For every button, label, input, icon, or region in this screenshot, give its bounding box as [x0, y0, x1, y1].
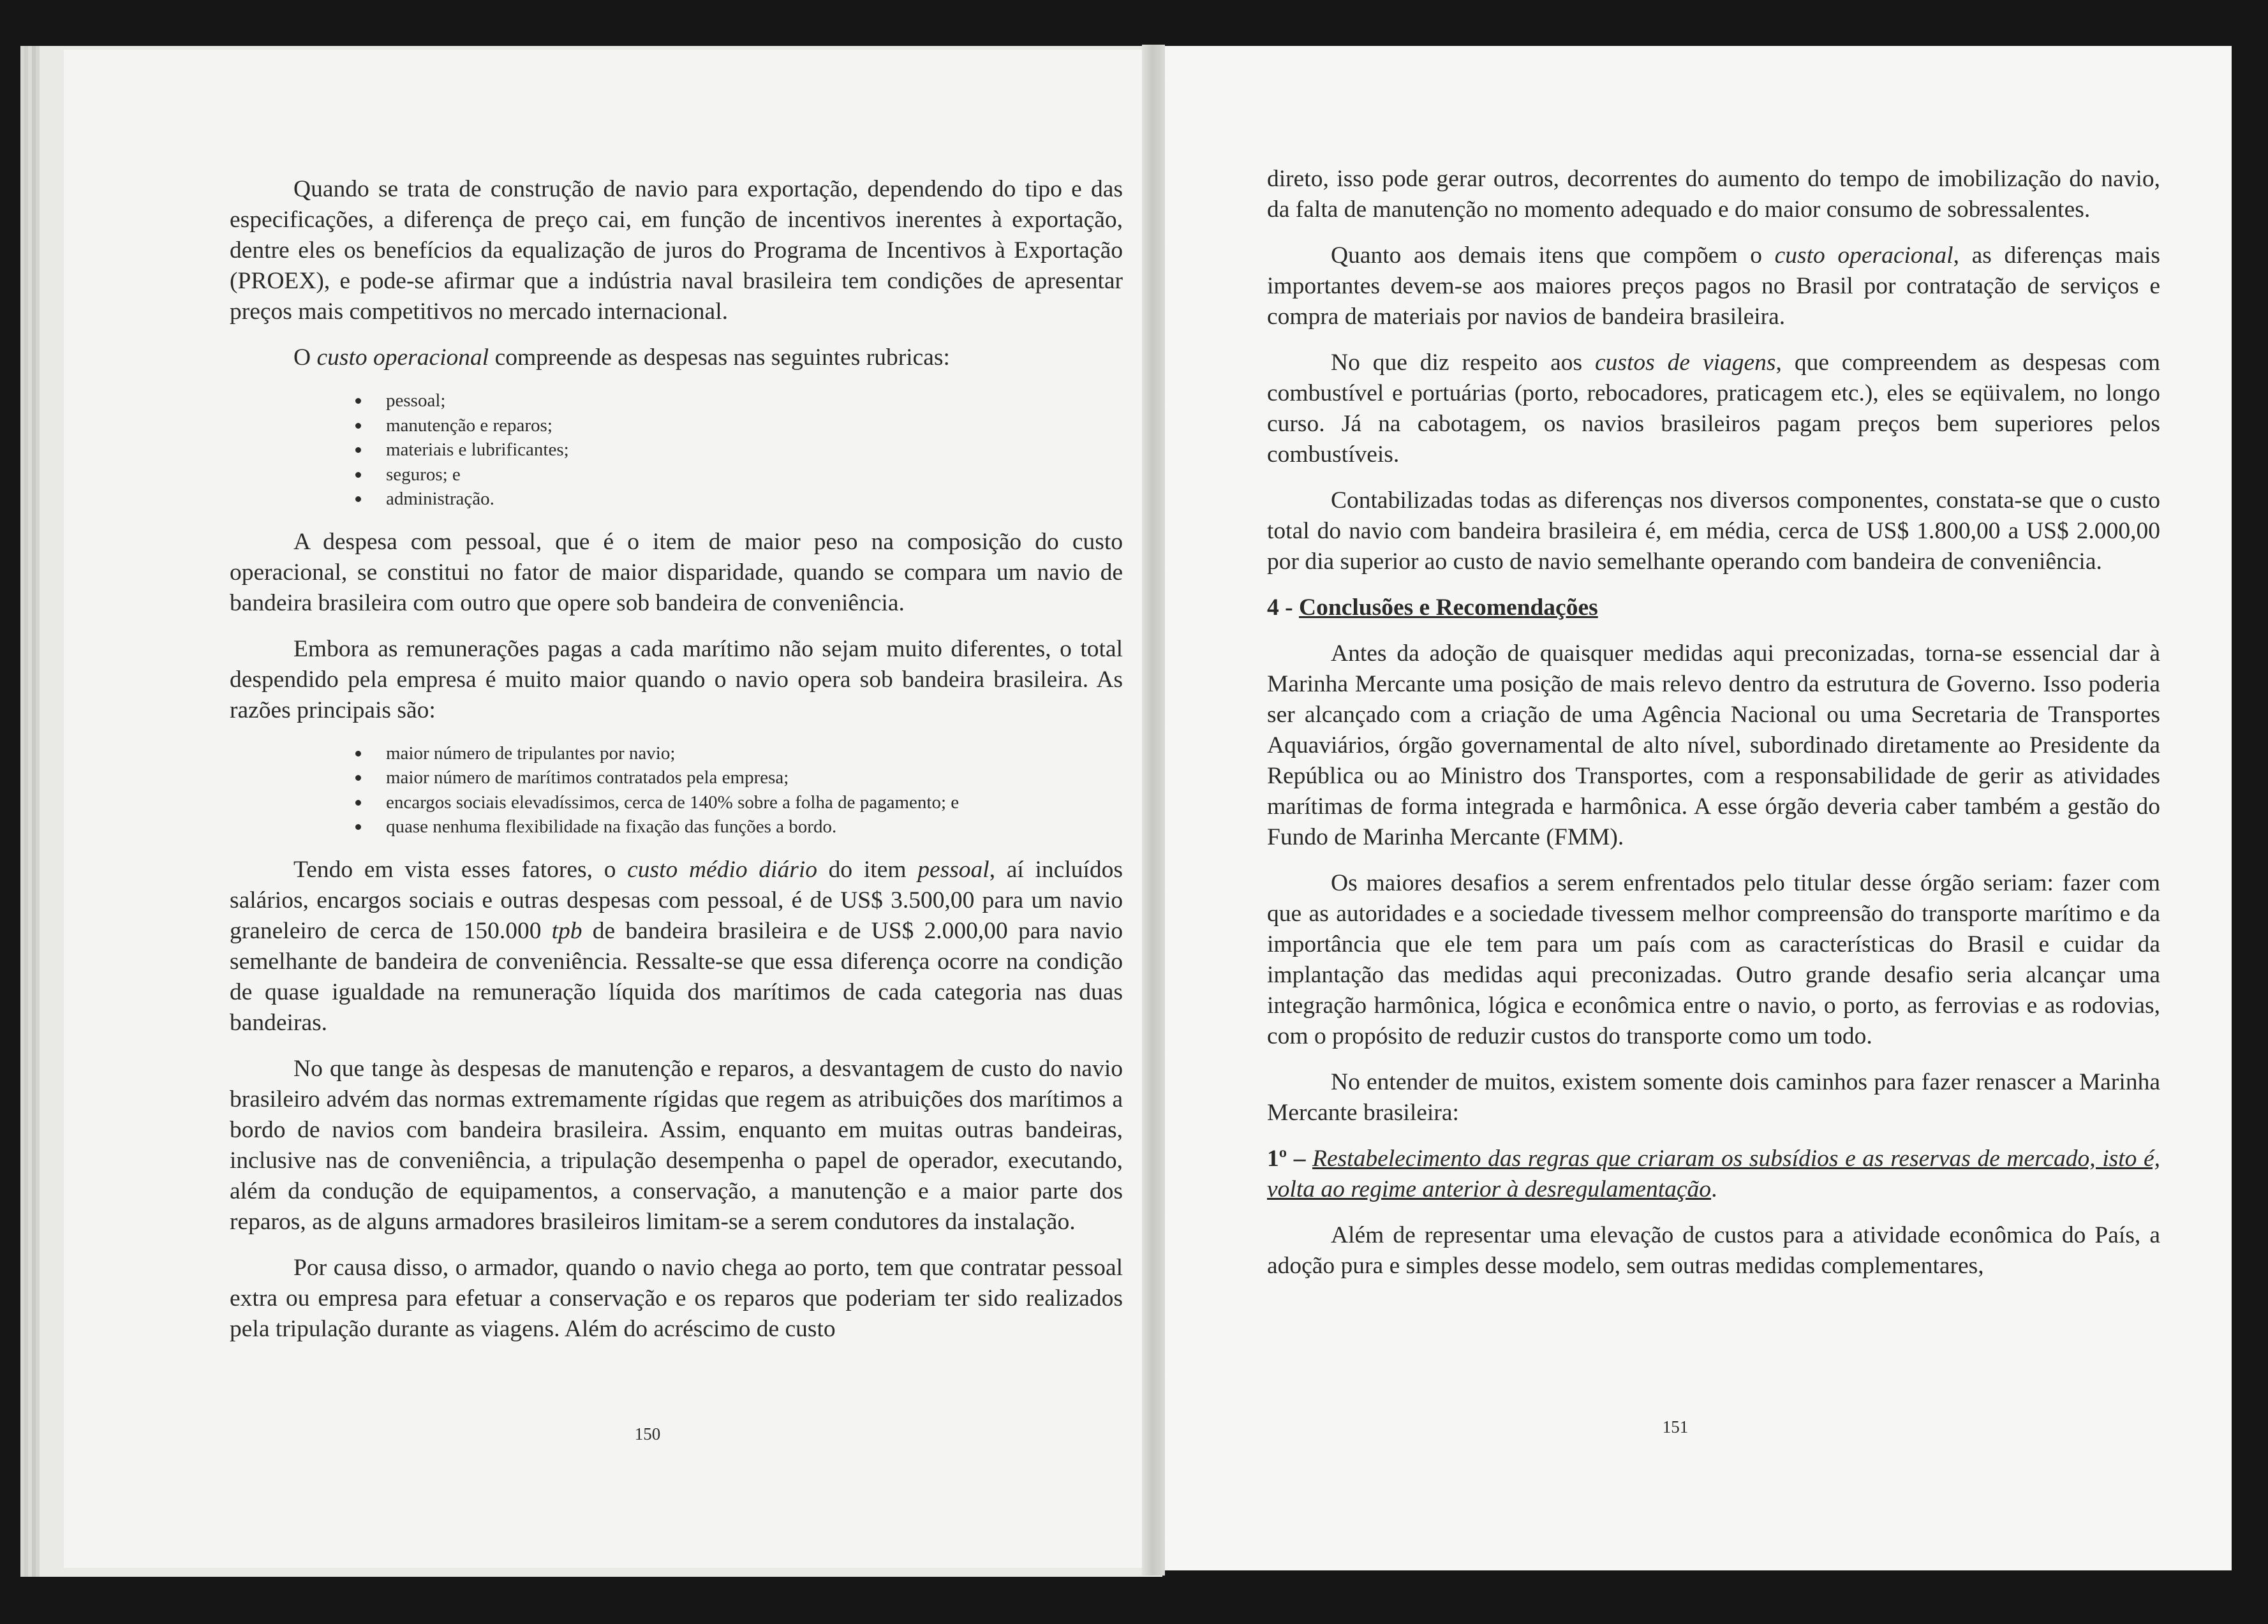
right-page-body	[1267, 164, 2160, 1281]
paragraph: A despesa com pessoal, que é o item de maior peso na composição do custo operacional, se constitui no fator de maior disparidade, quando se compara um navio de bandeira brasileira com outro que opere sob bandeira de conveniência.	[230, 528, 1123, 616]
paragraph: No que diz respeito aos custos de viagens, que compreendem as despesas com combustível e portuárias (porto, rebocadores, praticagem etc.), eles se eqüivalem, no longo curso. Já na cabotagem, os navios brasileiros pagam preços bem superiores pelos combustíveis.	[1267, 350, 2160, 468]
paragraph: Tendo em vista esses fatores, o custo médio diário do item pessoal, aí incluídos salários, encargos sociais e outras despesas com pessoal, é de US$ 3.500,00 para um navio graneleiro de cerca de 150.000 tpb de bandeira brasileira e de US$ 2.000,00 para navio semelhante de bandeira de conveniência. Ressalte-se que essa diferença ocorre na condição de quase igualdade na remuneração líquida dos marítimos de cada categoria nas duas bandeiras.	[230, 856, 1123, 1036]
paragraph: Quando se trata de construção de navio para exportação, dependendo do tipo e das especificações, a diferença de preço cai, em função de incentivos inerentes à exportação, dentre eles os benefícios da equalização de juros do Programa de Incentivos à Exportação (PROEX), e pode-se afirmar que a indústria naval brasileira tem condições de apresentar preços mais competitivos no mercado internacional.	[230, 176, 1123, 325]
list-item: administração.	[386, 487, 1123, 512]
list-item: maior número de tripulantes por navio;	[386, 741, 1123, 766]
bullet-list-razoes	[230, 741, 1123, 839]
paragraph: Quanto aos demais itens que compõem o custo operacional, as diferenças mais importantes devem-se aos maiores preços pagos no Brasil por contratação de serviços e compra de materiais por navios de bandeira brasileira.	[1267, 242, 2160, 330]
emphasis-term: custo operacional	[316, 344, 489, 371]
bullet-list-rubricas	[230, 388, 1123, 512]
section-heading: 4 - Conclusões e Recomendações	[1267, 594, 1598, 621]
list-item: manutenção e reparos;	[386, 413, 1123, 438]
numbered-option: 1º – Restabelecimento das regras que criaram os subsídios e as reservas de mercado, isto é, volta ao regime anterior à desregulamentação.	[1267, 1146, 2160, 1202]
list-item: seguros; e	[386, 462, 1123, 487]
paragraph: No que tange às despesas de manutenção e reparos, a desvantagem de custo do navio brasileiro advém das normas extremamente rígidas que regem as atribuições dos marítimos a bordo de navios com bandeira brasileira. Assim, enquanto em muitas outras bandeiras, inclusive nas de conveniência, a tripulação desempenha o papel de operador, executando, além da condução de equipamentos, a conservação, a manutenção e a maior parte dos reparos, as de alguns armadores brasileiros limitam-se a serem condutores da instalação.	[230, 1055, 1123, 1235]
list-item: pessoal;	[386, 388, 1123, 413]
page-number: 151	[1662, 1417, 1689, 1436]
list-item: maior número de marítimos contratados pela empresa;	[386, 765, 1123, 790]
paragraph: Além de representar uma elevação de custos para a atividade econômica do País, a adoção pura e simples desse modelo, sem outras medidas complementares,	[1267, 1222, 2160, 1279]
list-item: quase nenhuma flexibilidade na fixação das funções a bordo.	[386, 815, 1123, 839]
paragraph: Os maiores desafios a serem enfrentados pelo titular desse órgão seriam: fazer com que as autoridades e a sociedade tivessem melhor compreensão do transporte marítimo e da importância que ele tem para um país com as características do Brasil e cuidar da implantação das medidas aqui preconizadas. Outro grande desafio seria alcançar uma integração harmônica, lógica e econômica entre o navio, o porto, as ferrovias e as rodovias, com o propósito de reduzir custos do transporte como um todo.	[1267, 870, 2160, 1049]
left-page-body	[230, 174, 1123, 1345]
paragraph: Antes da adoção de quaisquer medidas aqui preconizadas, torna-se essencial dar à Marinha Mercante uma posição de mais relevo dentro da estrutura de Governo. Isso poderia ser alcançado com a criação de uma Agência Nacional ou uma Secretaria de Transportes Aquaviários, órgão governamental de alto nível, subordinado diretamente ao Presidente da República ou ao Ministro dos Transportes, com a responsabilidade de gerir as atividades marítimas de forma integrada e harmônica. A esse órgão deveria caber também a gestão do Fundo de Marinha Mercante (FMM).	[1267, 640, 2160, 850]
paragraph: Embora as remunerações pagas a cada marítimo não sejam muito diferentes, o total despendido pela empresa é muito maior quando o navio opera sob bandeira brasileira. As razões principais são:	[230, 635, 1123, 723]
paragraph: No entender de muitos, existem somente dois caminhos para fazer renascer a Marinha Mercante brasileira:	[1267, 1069, 2160, 1126]
paragraph: direto, isso pode gerar outros, decorrentes do aumento do tempo de imobilização do navio, da falta de manutenção no momento adequado e do maior consumo de sobressalentes.	[1267, 166, 2160, 223]
list-item: encargos sociais elevadíssimos, cerca de 140% sobre a folha de pagamento; e	[386, 790, 1123, 815]
list-item: materiais e lubrificantes;	[386, 438, 1123, 462]
paragraph: Contabilizadas todas as diferenças nos diversos componentes, constata-se que o custo total do navio com bandeira brasileira é, em média, cerca de US$ 1.800,00 a US$ 2.000,00 por dia superior ao custo de navio semelhante operando com bandeira de conveniência.	[1267, 487, 2160, 575]
page-number: 150	[634, 1424, 661, 1443]
book-spine	[1142, 45, 1165, 1576]
paragraph: Por causa disso, o armador, quando o navio chega ao porto, tem que contratar pessoal extra ou empresa para efetuar a conservação e os reparos que poderiam ter sido realizados pela tripulação durante as viagens. Além do acréscimo de custo	[230, 1254, 1123, 1342]
right-page	[1153, 46, 2232, 1570]
left-page	[64, 50, 1155, 1568]
paragraph: O custo operacional compreende as despesas nas seguintes rubricas:	[293, 344, 950, 371]
